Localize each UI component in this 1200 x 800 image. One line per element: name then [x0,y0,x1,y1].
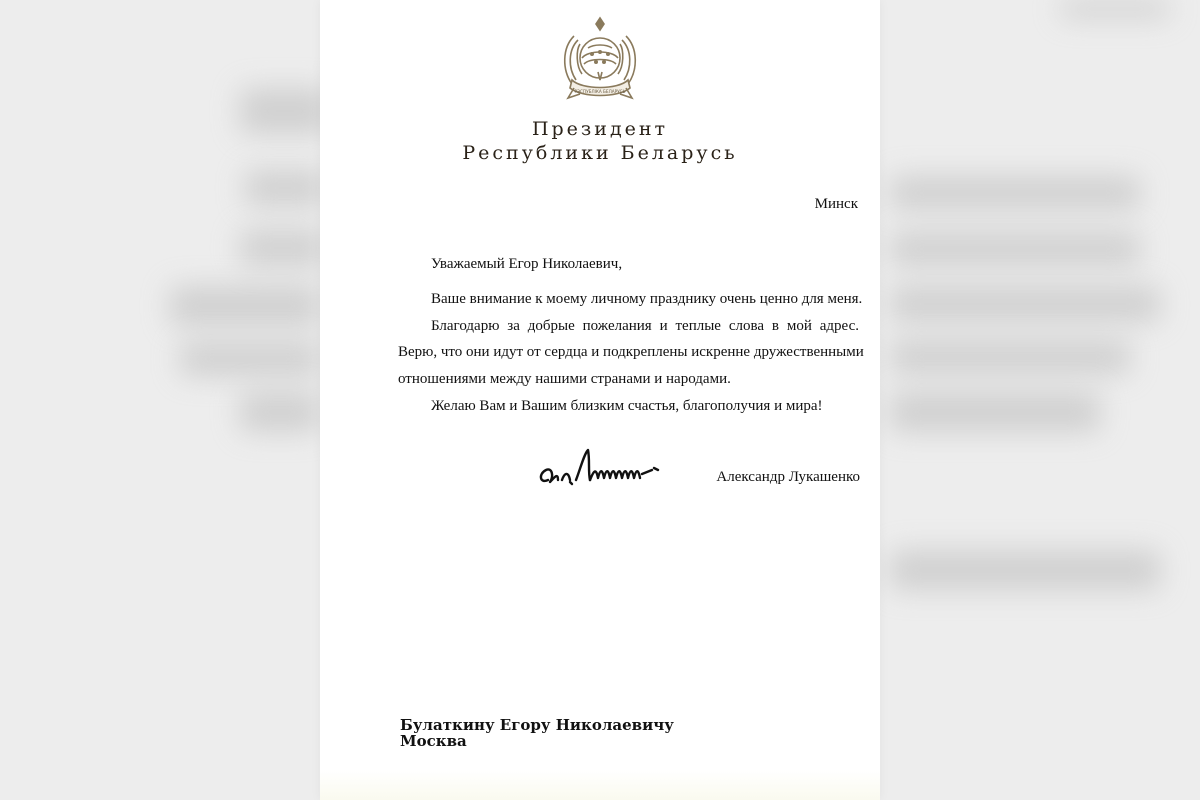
blurred-block [890,286,1160,322]
blurred-block [890,232,1140,266]
header-subtitle: Республики Беларусь [462,142,738,164]
blurred-block [890,550,1160,590]
paragraph-2-line-2: Верю, что они идут от сердца и подкреплены искренне дружественными [398,344,864,360]
blurred-block [890,176,1140,210]
blurred-block [245,170,325,206]
handwritten-signature-icon [534,440,684,492]
signer-name: Александр Лукашенко [716,469,860,485]
blurred-block [170,286,320,326]
paragraph-3: Желаю Вам и Вашим близким счастья, благополучия и мира! [431,398,823,414]
recipient-name: Булаткину Егору Николаевичу [400,716,674,734]
blurred-block [240,88,330,134]
blurred-block [240,392,320,432]
blurred-block [240,230,325,266]
recipient-city: Москва [400,732,467,750]
blurred-block [890,392,1100,432]
blurred-block [890,340,1130,374]
paragraph-2-line-1: Благодарю за добрые пожелания и теплые слова в мой адрес. [431,318,859,334]
paragraph-1: Ваше внимание к моему личному празднику очень ценно для меня. [431,291,863,307]
salutation: Уважаемый Егор Николаевич, [431,256,623,272]
blurred-block [1060,0,1170,18]
paragraph-2-line-3: отношениями между нашими странами и народами. [398,371,731,387]
header-title: Президент [531,118,669,140]
blurred-block [180,342,320,376]
bottom-tint [320,770,880,800]
emblem-ribbon-text: РЭСПУБЛІКА БЕЛАРУСЬ [574,89,626,94]
letter-page [320,0,880,800]
letter-city: Минск [814,196,858,212]
belarus-state-emblem-icon [558,14,642,106]
